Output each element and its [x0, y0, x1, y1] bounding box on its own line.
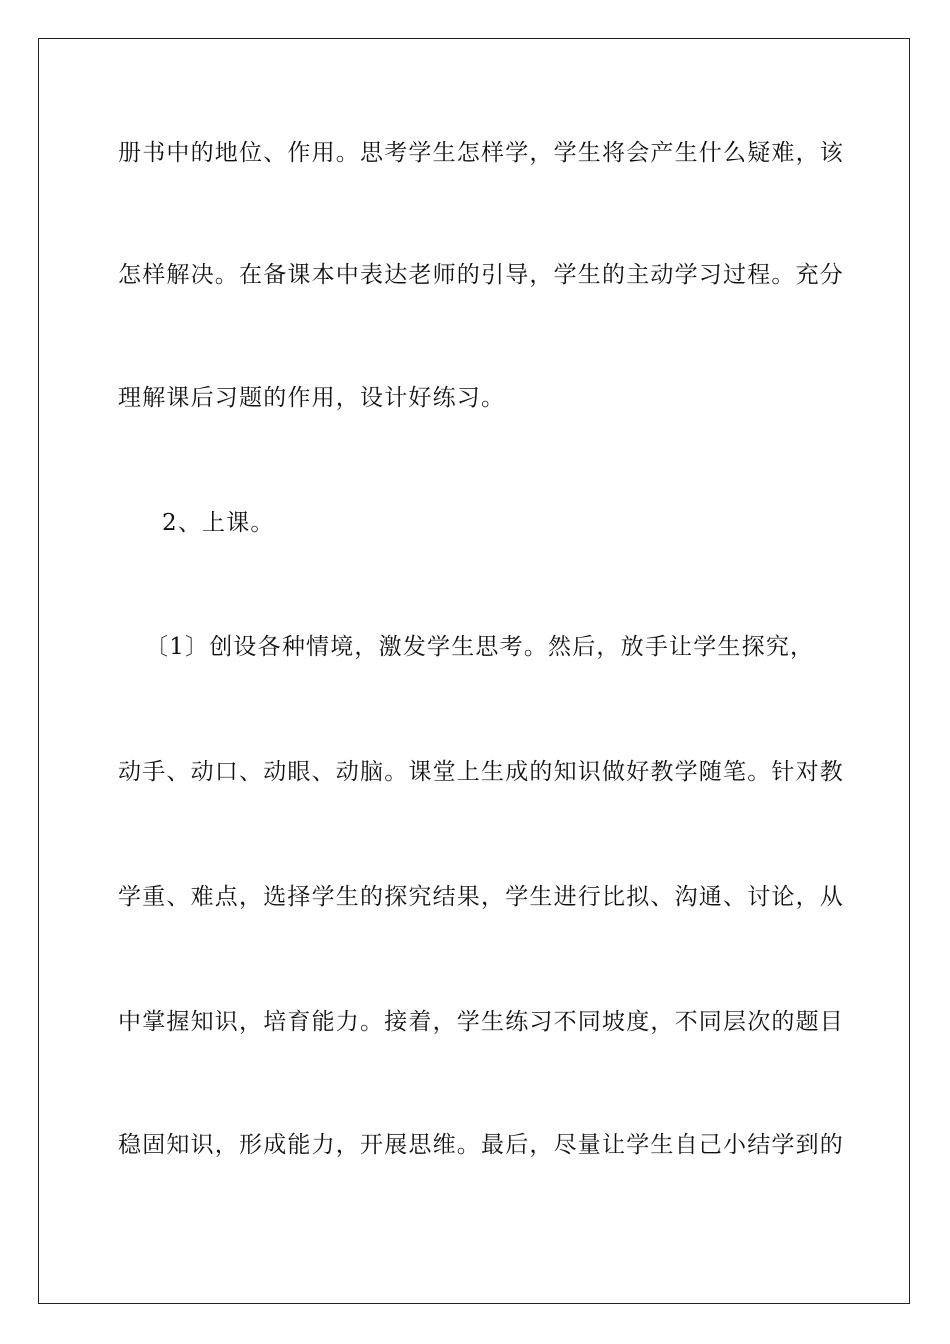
text-line-8: 中掌握知识，培育能力。接着，学生练习不同坡度，不同层次的题目 [118, 1009, 844, 1035]
text-line-2: 怎样解决。在备课本中表达老师的引导，学生的主动学习过程。充分 [118, 262, 844, 288]
text-line-7: 学重、难点，选择学生的探究结果，学生进行比拟、沟通、讨论，从 [118, 884, 844, 910]
text-line-9: 稳固知识，形成能力，开展思维。最后，尽量让学生自己小结学到的 [118, 1132, 844, 1158]
section-heading-class: 2、上课。 [162, 510, 275, 536]
page-border [38, 38, 910, 1304]
text-line-6: 动手、动口、动眼、动脑。课堂上生成的知识做好教学随笔。针对教 [118, 759, 844, 785]
text-line-3: 理解课后习题的作用，设计好练习。 [118, 385, 506, 411]
text-line-5: 〔1〕创设各种情境，激发学生思考。然后，放手让学生探究， [145, 634, 815, 660]
text-line-1: 册书中的地位、作用。思考学生怎样学，学生将会产生什么疑难，该 [118, 140, 844, 166]
